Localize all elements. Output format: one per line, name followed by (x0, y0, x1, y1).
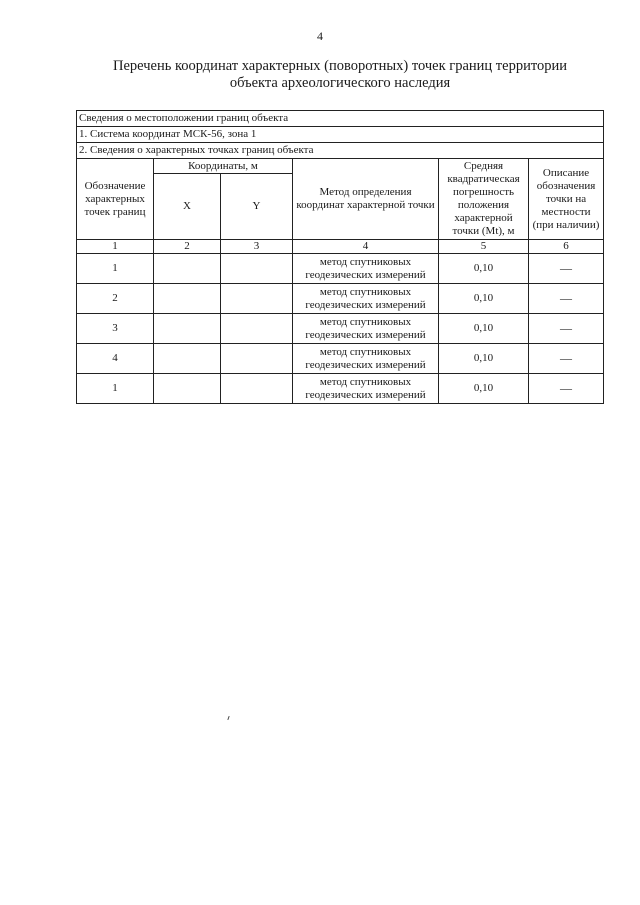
method-line-1: метод спутниковых (319, 315, 412, 328)
table-row (77, 284, 604, 314)
header-coordinates: Координаты, м (154, 159, 293, 174)
method-line-1: метод спутниковых (319, 375, 412, 388)
coord-y (221, 314, 293, 344)
title-line-2: объекта археологического наследия (229, 75, 451, 91)
column-number: 3 (221, 240, 293, 254)
coord-x (154, 254, 221, 284)
header-rms: Средняя квадратическая погрешность положения характерной точки (Mt), м (439, 159, 529, 240)
table-row (77, 344, 604, 374)
rms-value: 0,10 (439, 284, 529, 314)
method (293, 344, 439, 374)
description-value: — (529, 284, 604, 314)
section-location: Сведения о местоположении границ объекта (77, 111, 604, 127)
description-value: — (529, 344, 604, 374)
title-line-1: Перечень координат характерных (поворотных) точек границ территории (112, 58, 568, 74)
rms-value: 0,10 (439, 254, 529, 284)
column-number: 2 (154, 240, 221, 254)
method (293, 374, 439, 404)
rms-value: 0,10 (439, 374, 529, 404)
coordinates-table (76, 110, 604, 404)
coord-x (154, 344, 221, 374)
description-value: — (529, 254, 604, 284)
page-number: 4 (317, 29, 323, 43)
method-line-1: метод спутниковых (319, 285, 412, 298)
table-row (77, 374, 604, 404)
rms-value: 0,10 (439, 344, 529, 374)
point-number: 4 (77, 344, 154, 374)
point-number: 3 (77, 314, 154, 344)
coord-x (154, 284, 221, 314)
coord-x (154, 374, 221, 404)
column-number: 4 (293, 240, 439, 254)
point-number: 1 (77, 374, 154, 404)
method (293, 254, 439, 284)
method-line-2: геодезических измерений (305, 388, 426, 401)
method-line-1: метод спутниковых (319, 255, 412, 268)
table-row (77, 254, 604, 284)
column-number: 1 (77, 240, 154, 254)
method-line-2: геодезических измерений (305, 298, 426, 311)
point-number: 2 (77, 284, 154, 314)
header-y: Y (221, 174, 293, 240)
document-title (70, 58, 610, 92)
coord-y (221, 254, 293, 284)
rms-value: 0,10 (439, 314, 529, 344)
description-value: — (529, 314, 604, 344)
header-description: Описание обозначения точки на местности (при наличии) (529, 159, 604, 240)
point-number: 1 (77, 254, 154, 284)
coord-y (221, 344, 293, 374)
description-value: — (529, 374, 604, 404)
column-number: 6 (529, 240, 604, 254)
coord-y (221, 284, 293, 314)
column-number: 5 (439, 240, 529, 254)
scan-speck (227, 716, 229, 720)
header-x: X (154, 174, 221, 240)
coord-y (221, 374, 293, 404)
method-line-2: геодезических измерений (305, 268, 426, 281)
method-line-2: геодезических измерений (305, 328, 426, 341)
method-line-1: метод спутниковых (319, 345, 412, 358)
section-characteristic-points: 2. Сведения о характерных точках границ объекта (77, 143, 604, 159)
method-line-2: геодезических измерений (305, 358, 426, 371)
header-method: Метод определения координат характерной точки (293, 159, 439, 240)
coord-x (154, 314, 221, 344)
section-coordinate-system: 1. Система координат МСК-56, зона 1 (77, 127, 604, 143)
table-row (77, 314, 604, 344)
header-designation: Обозначение характерных точек границ (77, 159, 154, 240)
method (293, 314, 439, 344)
method (293, 284, 439, 314)
